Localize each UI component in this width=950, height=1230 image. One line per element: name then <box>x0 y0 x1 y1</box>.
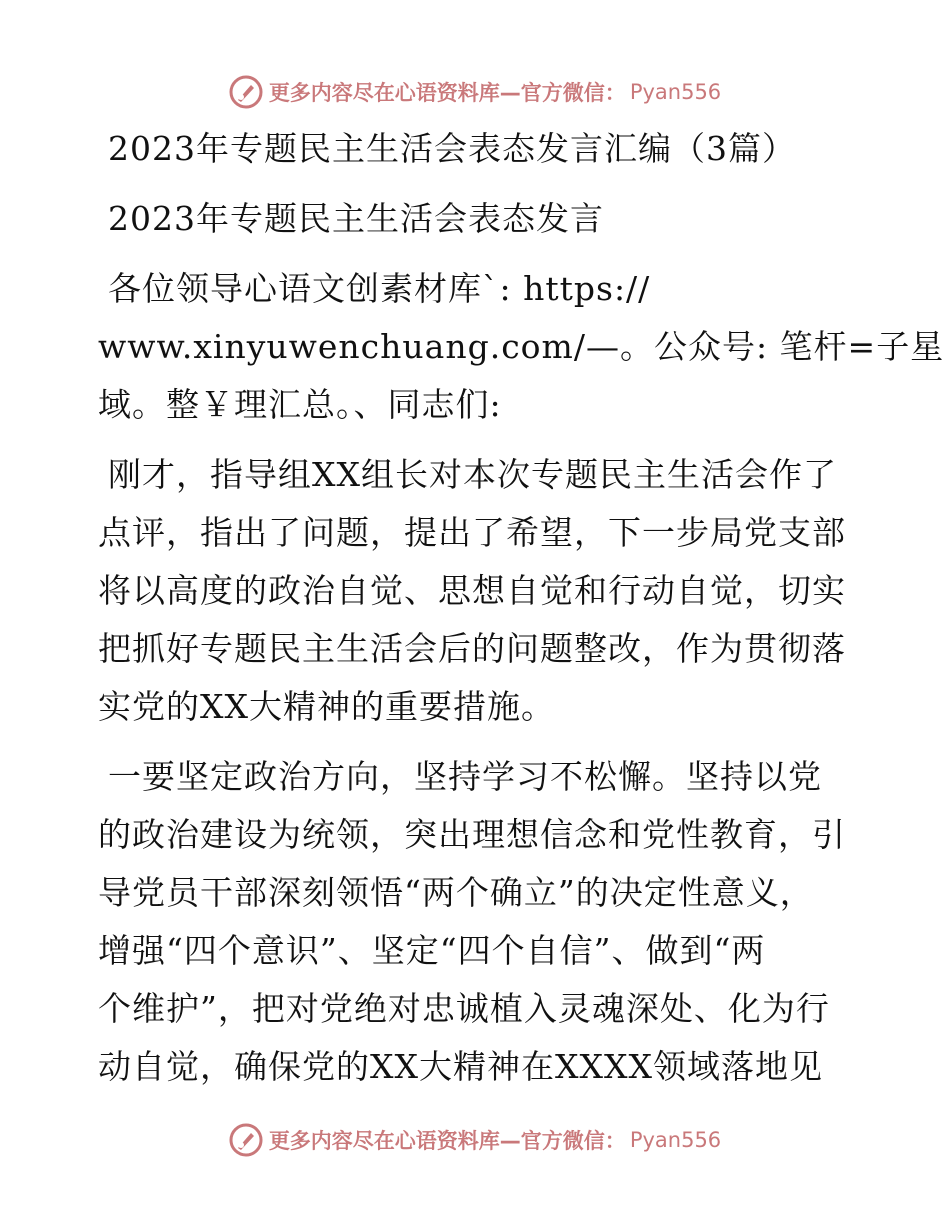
pen-logo-icon <box>229 75 263 109</box>
header-watermark-banner <box>0 72 950 112</box>
paragraph-3 <box>98 748 850 1096</box>
document-body <box>98 120 945 1096</box>
pen-logo-icon <box>229 1123 263 1157</box>
paragraph-line: 各位领导心语文创素材库`: https:// <box>108 269 651 308</box>
banner-text: 更多内容尽在心语资料库—官方微信： <box>268 1129 626 1153</box>
paragraph-line: www.xinyuwenchuang.com/—。公众号: 笔杆=子星 <box>98 327 945 366</box>
banner-text: 更多内容尽在心语资料库—官方微信： <box>268 81 626 105</box>
paragraph-line: 增强“四个意识”、坚定“四个自信”、做到“两 <box>98 931 766 970</box>
paragraph-line: 一要坚定政治方向，坚持学习不松懈。坚持以党 <box>108 757 822 796</box>
document-subtitle: 2023年专题民主生活会表态发言 <box>108 199 604 238</box>
paragraph-line: 动自觉，确保党的XX大精神在XXXX领域落地见 <box>98 1047 823 1086</box>
paragraph-line: 把抓好专题民主生活会后的问题整改，作为贯彻落 <box>98 629 846 668</box>
paragraph-line: 个维护”，把对党绝对忠诚植入灵魂深处、化为行 <box>98 989 830 1028</box>
footer-watermark-banner <box>0 1120 950 1160</box>
banner-account: Pyan556 <box>629 1128 722 1152</box>
paragraph-line: 将以高度的政治自觉、思想自觉和行动自觉，切实 <box>98 571 846 610</box>
paragraph-2 <box>98 446 850 736</box>
paragraph-line: 的政治建设为统领，突出理想信念和党性教育，引 <box>98 815 846 854</box>
document-title: 2023年专题民主生活会表态发言汇编（3篇） <box>108 129 796 168</box>
banner-account: Pyan556 <box>629 80 722 104</box>
paragraph-line: 点评，指出了问题，提出了希望，下一步局党支部 <box>98 513 846 552</box>
paragraph-line: 域。整￥理汇总。、同志们: <box>98 385 502 424</box>
paragraph-line: 实党的XX大精神的重要措施。 <box>98 687 555 726</box>
paragraph-1 <box>98 260 945 434</box>
paragraph-line: 导党员干部深刻领悟“两个确立”的决定性意义， <box>98 873 814 912</box>
paragraph-line: 刚才，指导组XX组长对本次专题民主生活会作了 <box>108 455 837 494</box>
